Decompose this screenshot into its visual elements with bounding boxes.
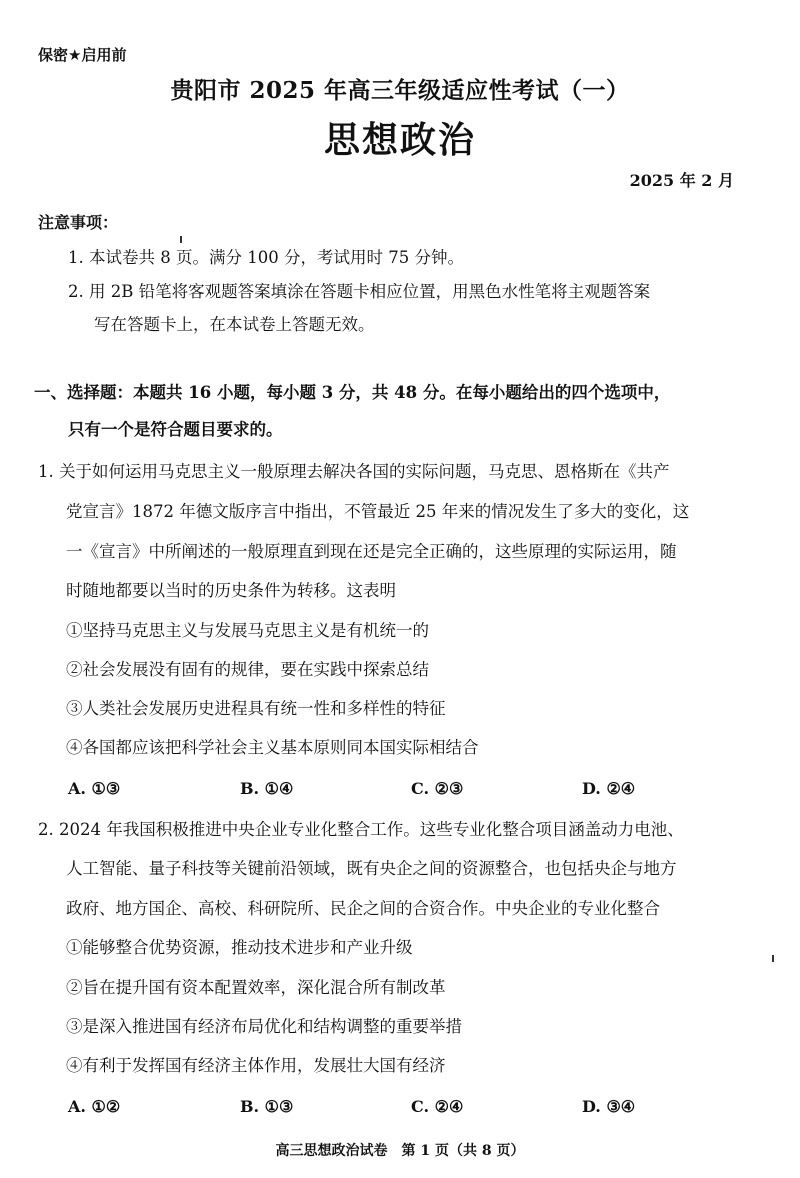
notice-item-1: 1. 本试卷共 8 页。满分 100 分，考试用时 75 分钟。 <box>68 248 464 267</box>
q1-stem-line: 一《宣言》中所阐述的一般原理直到现在还是完全正确的，这些原理的实际运用，随 <box>66 542 677 561</box>
notice-item-2: 2. 用 2B 铅笔将客观题答案填涂在答题卡相应位置，用黑色水性笔将主观题答案 <box>68 282 651 301</box>
subject-title: 思想政治 <box>323 119 476 161</box>
scan-mark <box>772 955 774 962</box>
scan-mark <box>180 236 182 243</box>
q2-option-d: D. ③④ <box>582 1097 636 1116</box>
q1-statement-1: ①坚持马克思主义与发展马克思主义是有机统一的 <box>66 621 429 640</box>
q2-option-a: A. ①② <box>68 1097 121 1116</box>
q2-stem-line: 政府、地方国企、高校、科研院所、民企之间的合资合作。中央企业的专业化整合 <box>66 899 660 918</box>
exam-date: 2025 年 2 月 <box>629 171 734 190</box>
q2-stem-line: 人工智能、量子科技等关键前沿领域，既有央企之间的资源整合，也包括央企与地方 <box>66 859 677 878</box>
q1-option-a: A. ①③ <box>68 779 121 798</box>
q1-statement-2: ②社会发展没有固有的规律，要在实践中探索总结 <box>66 660 429 679</box>
q1-stem-line: 1. 关于如何运用马克思主义一般原理去解决各国的实际问题，马克思、恩格斯在《共产 <box>38 462 670 481</box>
q2-option-b: B. ①③ <box>240 1097 294 1116</box>
notice-heading: 注意事项： <box>38 213 119 232</box>
q1-option-b: B. ①④ <box>240 779 294 798</box>
notice-item-2-cont: 写在答题卡上，在本试卷上答题无效。 <box>94 315 375 334</box>
q1-statement-4: ④各国都应该把科学社会主义基本原则同本国实际相结合 <box>66 738 479 757</box>
exam-title: 贵阳市 2025 年高三年级适应性考试（一） <box>170 77 630 104</box>
q2-statement-2: ②旨在提升国有资本配置效率，深化混合所有制改革 <box>66 978 446 997</box>
q1-option-c: C. ②③ <box>411 779 464 798</box>
q2-statement-3: ③是深入推进国有经济布局优化和结构调整的重要举措 <box>66 1017 462 1036</box>
q2-stem-line: 2. 2024 年我国积极推进中央企业专业化整合工作。这些专业化整合项目涵盖动力电池、 <box>38 820 684 839</box>
section-heading: 一、选择题：本题共 16 小题，每小题 3 分，共 48 分。在每小题给出的四个选项中， <box>34 383 671 402</box>
section-heading-cont: 只有一个是符合题目要求的。 <box>68 420 283 439</box>
q1-stem-line: 党宣言》1872 年德文版序言中指出，不管最近 25 年来的情况发生了多大的变化，这 <box>66 502 690 521</box>
q1-statement-3: ③人类社会发展历史进程具有统一性和多样性的特征 <box>66 699 446 718</box>
q1-option-d: D. ②④ <box>582 779 636 798</box>
q2-statement-1: ①能够整合优势资源，推动技术进步和产业升级 <box>66 938 413 957</box>
page-footer: 高三思想政治试卷 第 1 页（共 8 页） <box>275 1143 525 1159</box>
q1-stem-line: 时随地都要以当时的历史条件为转移。这表明 <box>66 581 396 600</box>
confidential-label: 保密★启用前 <box>38 46 127 64</box>
q2-option-c: C. ②④ <box>411 1097 464 1116</box>
q2-statement-4: ④有利于发挥国有经济主体作用，发展壮大国有经济 <box>66 1056 446 1075</box>
